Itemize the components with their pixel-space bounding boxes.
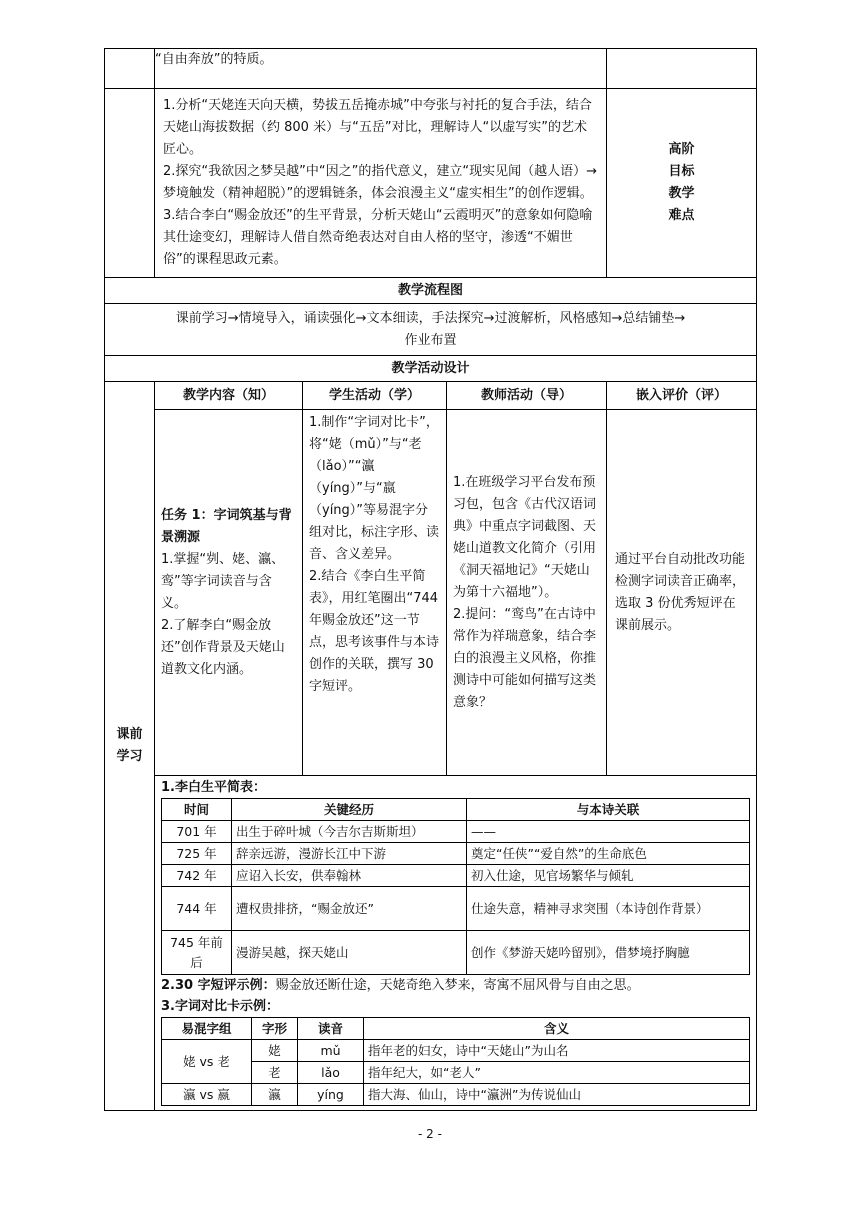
advanced-item: 3.结合李白“赐金放还”的生平背景，分析天姥山“云霞明灭”的意象如何隐喻其仕途变幻，理解诗人借自然奇绝表达对自由人格的坚守，渗透“不媚世俗”的课程思政元素。 (163, 208, 593, 267)
eval-cell: 通过平台自动批改功能检测字词读音正确率，选取 3 份优秀短评在课前展示。 (607, 410, 757, 776)
flowchart-title: 教学流程图 (105, 278, 757, 304)
task-item: 2.了解李白“赐金放还”创作背景及天姥山道教文化内涵。 (161, 617, 285, 677)
col-header-teacher: 教师活动（导） (447, 382, 607, 410)
resources-cell (155, 776, 757, 1111)
table-row: 744 年 遭权贵排挤，“赐金放还” 仕途失意，精神寻求突围（本诗创作背景） (162, 887, 750, 931)
flowchart-line: 课前学习→情境导入，诵读强化→文本细读，手法探究→过渡解析，风格感知→总结铺垫→ (175, 310, 686, 326)
table-row: 老 lǎo 指年纪大，如“老人” (162, 1062, 750, 1084)
task-title: 任务 1：字词筑基与背景溯源 (161, 507, 292, 545)
task-content-cell (155, 410, 303, 776)
advanced-item: 1.分析“天姥连天向天横，势拔五岳掩赤城”中夸张与衬托的复合手法，结合天姥山海拔数据（约 800 米）与“五岳”对比，理解诗人“以虚写实”的艺术匠心。 (163, 98, 592, 157)
advanced-item: 2.探究“我欲因之梦吴越”中“因之”的指代意义，建立“现实见闻（越人语）→梦境触发（精神超脱）”的逻辑链条，体会浪漫主义“虚实相生”的创作逻辑。 (163, 164, 597, 201)
left-empty-cell (105, 49, 155, 89)
flowchart-body (105, 304, 757, 356)
table-row: 701 年 出生于碎叶城（今吉尔吉斯斯坦） —— (162, 821, 750, 843)
card-header-meaning: 含义 (364, 1018, 750, 1040)
flowchart-line: 作业布置 (404, 332, 457, 348)
bio-header-time: 时间 (162, 799, 232, 821)
right-empty-cell (607, 49, 757, 89)
word-cards-title: 3.字词对比卡示例： (161, 999, 279, 1014)
page-number: - 2 - (418, 1127, 442, 1141)
teacher-item: 2.提问：“鸾鸟”在古诗中常作为祥瑞意象，结合李白的浪漫主义风格，你推测诗中可能如何描写这类意象？ (453, 606, 597, 710)
sample-comment-text: 赐金放还断仕途，天姥奇绝入梦来，寄寓不屈风骨与自由之思。 (275, 978, 640, 993)
biography-table (161, 798, 750, 975)
table-row: 742 年 应诏入长安，供奉翰林 初入仕途，见官场繁华与倾轧 (162, 865, 750, 887)
student-activity-cell (303, 410, 447, 776)
sample-comment (161, 975, 750, 997)
card-header-char: 字形 (252, 1018, 298, 1040)
biography-title: 1.李白生平简表： (161, 780, 266, 795)
advanced-objectives (155, 89, 607, 278)
teacher-activity-cell (447, 410, 607, 776)
table-row: 745 年前后 漫游吴越，探天姥山 创作《梦游天姥吟留别》，借梦境抒胸臆 (162, 931, 750, 975)
word-cards-table (161, 1017, 750, 1106)
top-fragment: “自由奔放”的特质。 (155, 49, 607, 89)
bio-header-event: 关键经历 (232, 799, 467, 821)
bio-header-relation: 与本诗关联 (467, 799, 750, 821)
advanced-label: 高阶 目标 教学 难点 (607, 89, 757, 278)
card-header-pair: 易混字组 (162, 1018, 252, 1040)
student-item: 2.结合《李白生平简表》，用红笔圈出“744年赐金放还”这一节点，思考该事件与本诗创作的关联，撰写 30 字短评。 (309, 569, 440, 694)
col-header-student: 学生活动（学） (303, 382, 447, 410)
task-item: 1.掌握“刿、姥、瀛、鸾”等字词读音与含义。 (161, 551, 285, 611)
sample-comment-label: 2.30 字短评示例： (161, 978, 276, 993)
table-row: 瀛 vs 嬴 瀛 yíng 指大海、仙山，诗中“瀛洲”为传说仙山 (162, 1084, 750, 1106)
col-header-content: 教学内容（知） (155, 382, 303, 410)
left-empty-cell (105, 89, 155, 278)
table-row: 姥 vs 老 姥 mǔ 指年老的妇女，诗中“天姥山”为山名 (162, 1040, 750, 1062)
table-row: 725 年 辞亲远游，漫游长江中下游 奠定“任侠”“爱自然”的生命底色 (162, 843, 750, 865)
phase-label: 课前 学习 (105, 382, 155, 1111)
student-item: 1.制作“字词对比卡”，将“姥（mǔ）”与“老（lǎo）”“瀛（yíng）”与“嬴（yíng）”等易混字分组对比，标注字形、读音、含义差异。 (309, 415, 440, 562)
col-header-eval: 嵌入评价（评） (607, 382, 757, 410)
teacher-item: 1.在班级学习平台发布预习包，包含《古代汉语词典》中重点字词截图、天姥山道教文化简介（引用《洞天福地记》“天姥山为第十六福地”）。 (453, 474, 597, 600)
card-header-pinyin: 读音 (298, 1018, 364, 1040)
lesson-plan-table (104, 48, 757, 1111)
activity-title: 教学活动设计 (105, 356, 757, 382)
